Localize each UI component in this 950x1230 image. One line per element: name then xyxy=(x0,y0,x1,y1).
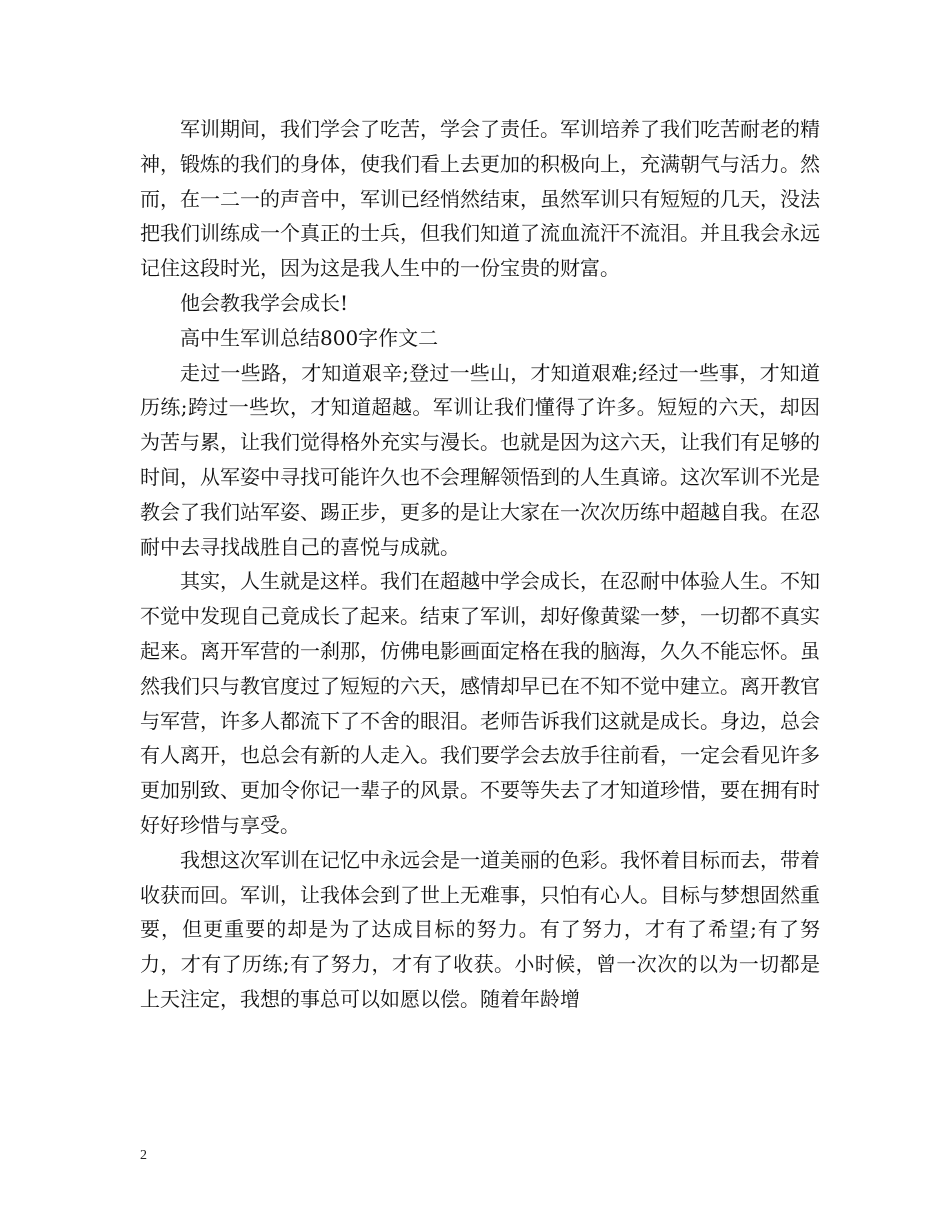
section-heading: 高中生军训总结800字作文二 xyxy=(180,325,439,350)
paragraph-2: 他会教我学会成长! xyxy=(180,290,349,315)
paragraph-4: 其实，人生就是这样。我们在超越中学会成长，在忍耐中体验人生。不知不觉中发现自己竟成长了起来。结束了军训，却好像黄粱一梦，一切都不真实起来。离开军营的一刹那，仿佛电影画面定格在我的脑海，久久不能忘怀。虽然我们只与教官度过了短短的六天，感情却早已在不知不觉中建立。离开教官与军营，许多人都流下了不舍的眼泪。老师告诉我们这就是成长。身边，总会有人离开，也总会有新的人走入。我们要学会去放手往前看，一定会看见许多更加别致、更加令你记一辈子的风景。不要等失去了才知道珍惜，要在拥有时好好珍惜与享受。 xyxy=(140,569,820,837)
paragraph-1: 军训期间，我们学会了吃苦，学会了责任。军训培养了我们吃苦耐老的精神，锻炼的我们的身体，使我们看上去更加的积极向上，充满朝气与活力。然而，在一二一的声音中，军训已经悄然结束，虽然军训只有短短的几天，没法把我们训练成一个真正的士兵，但我们知道了流血流汗不流泪。并且我会永远记住这段时光，因为这是我人生中的一份宝贵的财富。 xyxy=(140,117,820,281)
document-body xyxy=(140,112,820,1017)
paragraph-5: 我想这次军训在记忆中永远会是一道美丽的色彩。我怀着目标而去，带着收获而回。军训，让我体会到了世上无难事，只怕有心人。目标与梦想固然重要，但更重要的却是为了达成目标的努力。有了努力，才有了希望;有了努力，才有了历练;有了努力，才有了收获。小时候，曾一次次的以为一切都是上天注定，我想的事总可以如愿以偿。随着年龄增 xyxy=(140,847,820,1011)
paragraph-3: 走过一些路，才知道艰辛;登过一些山，才知道艰难;经过一些事，才知道历练;跨过一些坎，才知道超越。军训让我们懂得了许多。短短的六天，却因为苦与累，让我们觉得格外充实与漫长。也就是因为这六天，让我们有足够的时间，从军姿中寻找可能许久也不会理解领悟到的人生真谛。这次军训不光是教会了我们站军姿、踢正步，更多的是让大家在一次次历练中超越自我。在忍耐中去寻找战胜自己的喜悦与成就。 xyxy=(140,360,820,559)
page-number: 2 xyxy=(140,1148,147,1163)
